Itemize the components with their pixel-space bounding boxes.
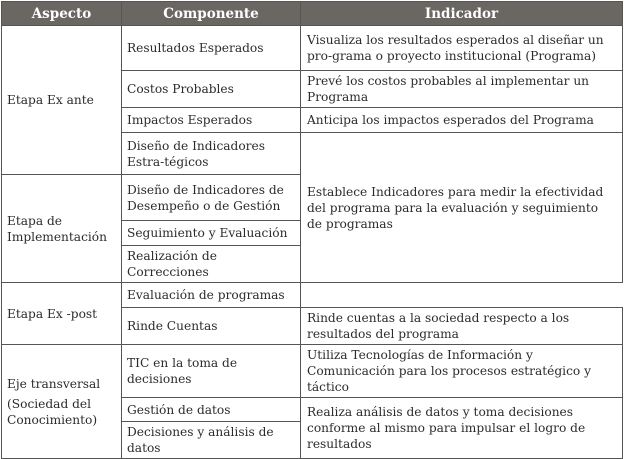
table-row <box>2 345 623 398</box>
indicator-efectividad: Establece Indicadores para medir la efectividad del programa para la evaluación y seguimiento de programas <box>301 133 623 283</box>
component-evaluacion: Evaluación de programas <box>122 283 301 308</box>
component-decisiones: Decisiones y análisis de datos <box>122 422 301 459</box>
aspect-ex-post: Etapa Ex -post <box>2 283 122 345</box>
component-gestion: Gestión de datos <box>122 398 301 422</box>
component-tic: TIC en la toma de decisiones <box>122 345 301 398</box>
header-componente: Componente <box>122 2 301 26</box>
header-aspecto: Aspecto <box>2 2 122 26</box>
component-impactos: Impactos Esperados <box>122 108 301 133</box>
component-resultados: Resultados Esperados <box>122 26 301 71</box>
table-row <box>2 26 623 71</box>
indicator-resultados: Visualiza los resultados esperados al diseñar un pro-grama o proyecto institucional (Programa) <box>301 26 623 71</box>
component-costos: Costos Probables <box>122 71 301 108</box>
aspect-implementacion: Etapa de Implementación <box>2 175 122 283</box>
component-rinde: Rinde Cuentas <box>122 308 301 345</box>
component-diseno-desempeno: Diseño de Indicadores de Desempeño o de Gestión <box>122 175 301 221</box>
aspect-transversal-title: Eje transversal <box>7 376 101 391</box>
header-indicador: Indicador <box>301 2 623 26</box>
component-seguimiento: Seguimiento y Evaluación <box>122 221 301 246</box>
header-row <box>2 2 623 26</box>
indicator-costos: Prevé los costos probables al implementar un Programa <box>301 71 623 108</box>
component-correcciones: Realización de Correcciones <box>122 246 301 283</box>
aspect-transversal-subtitle: (Sociedad del Conocimiento) <box>7 396 98 427</box>
indicator-tic: Utiliza Tecnologías de Información y Comunicación para los procesos estratégico y táctico <box>301 345 623 398</box>
indicator-datos: Realiza análisis de datos y toma decisiones conforme al mismo para impulsar el logro de resultados <box>301 398 623 459</box>
indicators-table <box>1 1 623 459</box>
component-diseno-estrategicos: Diseño de Indicadores Estra-tégicos <box>122 133 301 175</box>
table-row <box>2 283 623 308</box>
aspect-ex-ante: Etapa Ex ante <box>2 26 122 175</box>
indicator-rinde: Rinde cuentas a la sociedad respecto a los resultados del programa <box>301 308 623 345</box>
indicator-impactos: Anticipa los impactos esperados del Programa <box>301 108 623 133</box>
aspect-transversal <box>2 345 122 459</box>
